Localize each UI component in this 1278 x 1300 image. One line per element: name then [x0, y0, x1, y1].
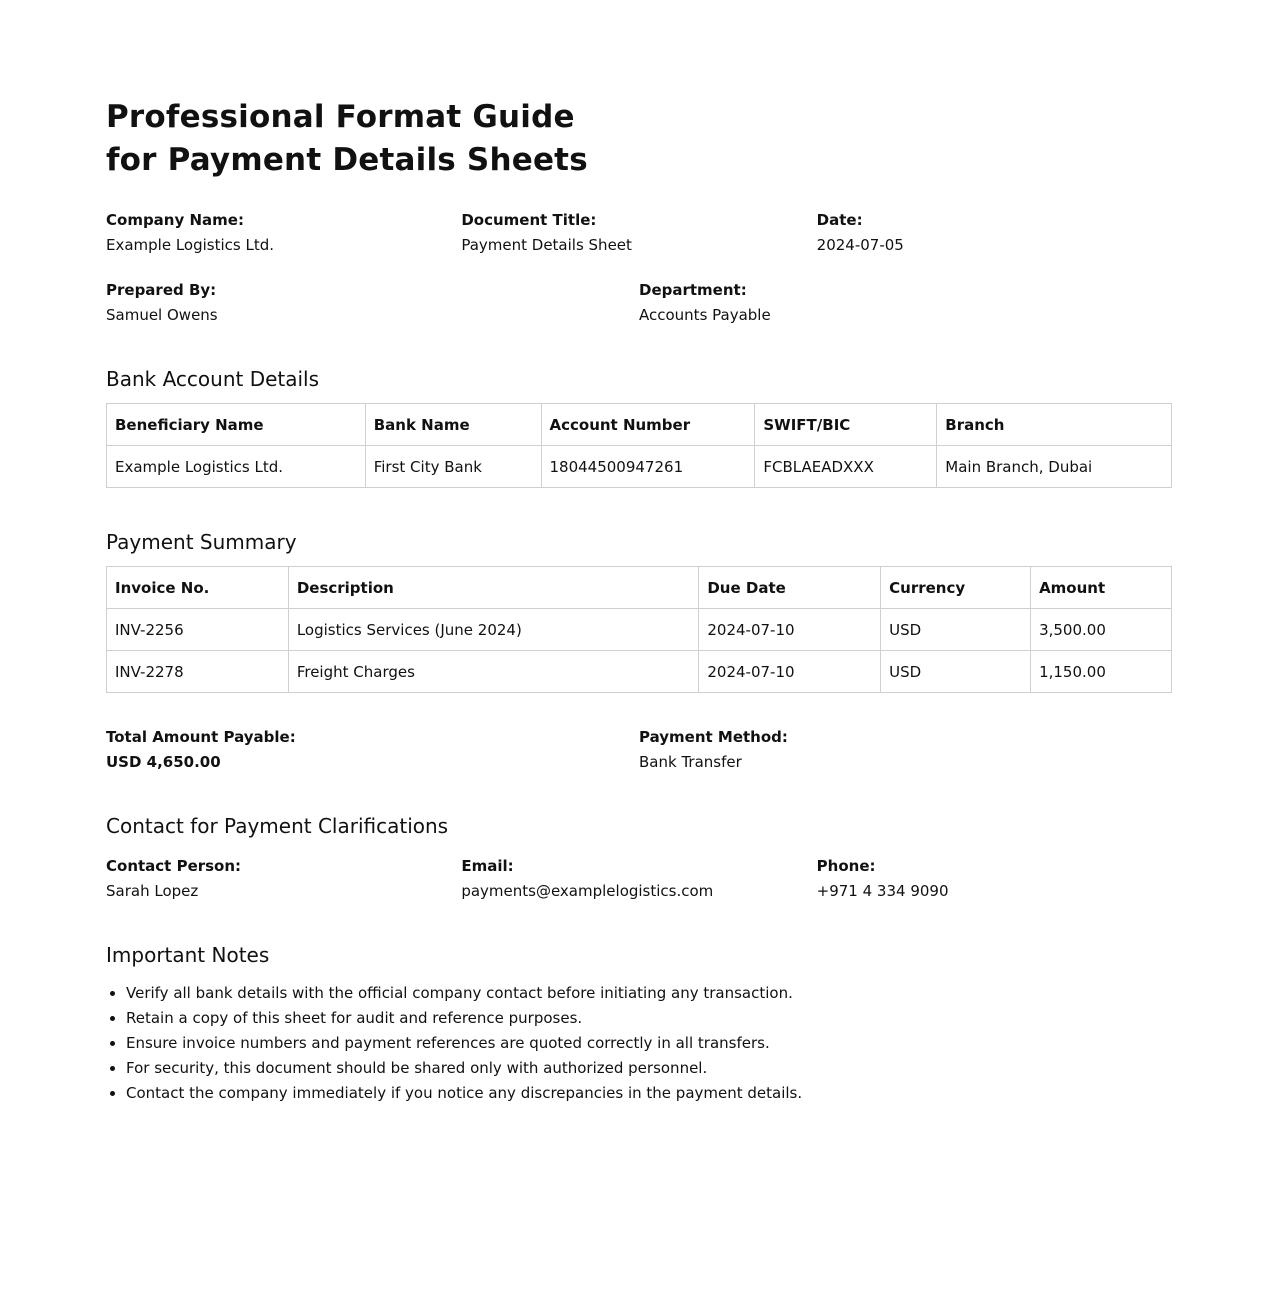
list-item: • For security, this document should be shared only with authorized personnel. [126, 1056, 1172, 1081]
phone-label: Phone: [816, 857, 876, 875]
contact-person-label: Contact Person: [106, 857, 242, 875]
payment-cell-invoice: INV-2256 [107, 609, 289, 651]
contact-section-heading: Contact for Payment Clarifications [106, 814, 449, 838]
department-value: Accounts Payable [639, 306, 771, 324]
table-row [107, 609, 1172, 651]
payment-cell-description: Logistics Services (June 2024) [288, 609, 699, 651]
company-name-label: Company Name: [106, 211, 244, 229]
notes-list [106, 981, 1172, 1106]
date-field [817, 210, 1172, 255]
payment-method-label: Payment Method: [639, 728, 788, 746]
totals-row [106, 727, 1172, 772]
list-item: • Ensure invoice numbers and payment references are quoted correctly in all transfers. [126, 1031, 1172, 1056]
document-title-value: Payment Details Sheet [461, 236, 632, 254]
payment-header-row [107, 567, 1172, 609]
document-title-field [461, 210, 816, 255]
bank-col-swift: SWIFT/BIC [755, 404, 937, 446]
payment-cell-currency: USD [881, 609, 1031, 651]
table-row [107, 446, 1172, 488]
payment-cell-due-date: 2024-07-10 [699, 609, 881, 651]
prepared-by-field [106, 280, 639, 325]
payment-col-currency: Currency [881, 567, 1031, 609]
bank-details-table [106, 403, 1172, 488]
payment-col-description: Description [288, 567, 699, 609]
bank-col-branch: Branch [937, 404, 1172, 446]
total-amount-field [106, 727, 639, 772]
bank-cell-swift: FCBLAEADXXX [755, 446, 937, 488]
email-field [461, 856, 816, 901]
bank-cell-beneficiary: Example Logistics Ltd. [107, 446, 366, 488]
bank-col-beneficiary: Beneficiary Name [107, 404, 366, 446]
email-value: payments@examplelogistics.com [461, 882, 714, 900]
total-amount-value: USD 4,650.00 [106, 753, 221, 771]
payment-cell-currency: USD [881, 651, 1031, 693]
list-item: • Contact the company immediately if you notice any discrepancies in the payment details. [126, 1081, 1172, 1106]
phone-field [817, 856, 1172, 901]
list-item: • Retain a copy of this sheet for audit and reference purposes. [126, 1006, 1172, 1031]
notes-section-heading: Important Notes [106, 943, 270, 967]
payment-cell-due-date: 2024-07-10 [699, 651, 881, 693]
prepared-by-value: Samuel Owens [106, 306, 218, 324]
total-amount-label: Total Amount Payable: [106, 728, 296, 746]
company-name-value: Example Logistics Ltd. [106, 236, 275, 254]
title-line-2: for Payment Details Sheets [106, 142, 588, 178]
payment-cell-amount: 3,500.00 [1031, 609, 1172, 651]
prepared-by-label: Prepared By: [106, 281, 217, 299]
document-title [106, 96, 1172, 182]
email-label: Email: [461, 857, 514, 875]
payment-col-invoice: Invoice No. [107, 567, 289, 609]
header-fields-row-1 [106, 210, 1172, 255]
date-label: Date: [816, 211, 863, 229]
bank-col-bank-name: Bank Name [365, 404, 541, 446]
payment-section-heading: Payment Summary [106, 530, 297, 554]
payment-method-field [639, 727, 1172, 772]
payment-cell-description: Freight Charges [288, 651, 699, 693]
company-name-field [106, 210, 461, 255]
department-field [639, 280, 1172, 325]
contact-person-value: Sarah Lopez [106, 882, 199, 900]
contact-person-field [106, 856, 461, 901]
payment-cell-invoice: INV-2278 [107, 651, 289, 693]
payment-cell-amount: 1,150.00 [1031, 651, 1172, 693]
payment-method-value: Bank Transfer [639, 753, 742, 771]
document-page [106, 0, 1172, 1106]
title-line-1: Professional Format Guide [106, 99, 575, 135]
phone-value: +971 4 334 9090 [816, 882, 949, 900]
contact-fields-row [106, 856, 1172, 901]
header-fields-row-2 [106, 280, 1172, 325]
table-row [107, 651, 1172, 693]
payment-col-amount: Amount [1031, 567, 1172, 609]
payment-col-due-date: Due Date [699, 567, 881, 609]
bank-col-account-number: Account Number [541, 404, 755, 446]
department-label: Department: [639, 281, 747, 299]
list-item: • Verify all bank details with the official company contact before initiating any transaction. [126, 981, 1172, 1006]
bank-cell-branch: Main Branch, Dubai [937, 446, 1172, 488]
bank-cell-account-number: 18044500947261 [541, 446, 755, 488]
date-value: 2024-07-05 [816, 236, 904, 254]
bank-section-heading: Bank Account Details [106, 367, 320, 391]
document-title-label: Document Title: [461, 211, 597, 229]
bank-cell-bank-name: First City Bank [365, 446, 541, 488]
bank-header-row [107, 404, 1172, 446]
payment-summary-table [106, 566, 1172, 693]
